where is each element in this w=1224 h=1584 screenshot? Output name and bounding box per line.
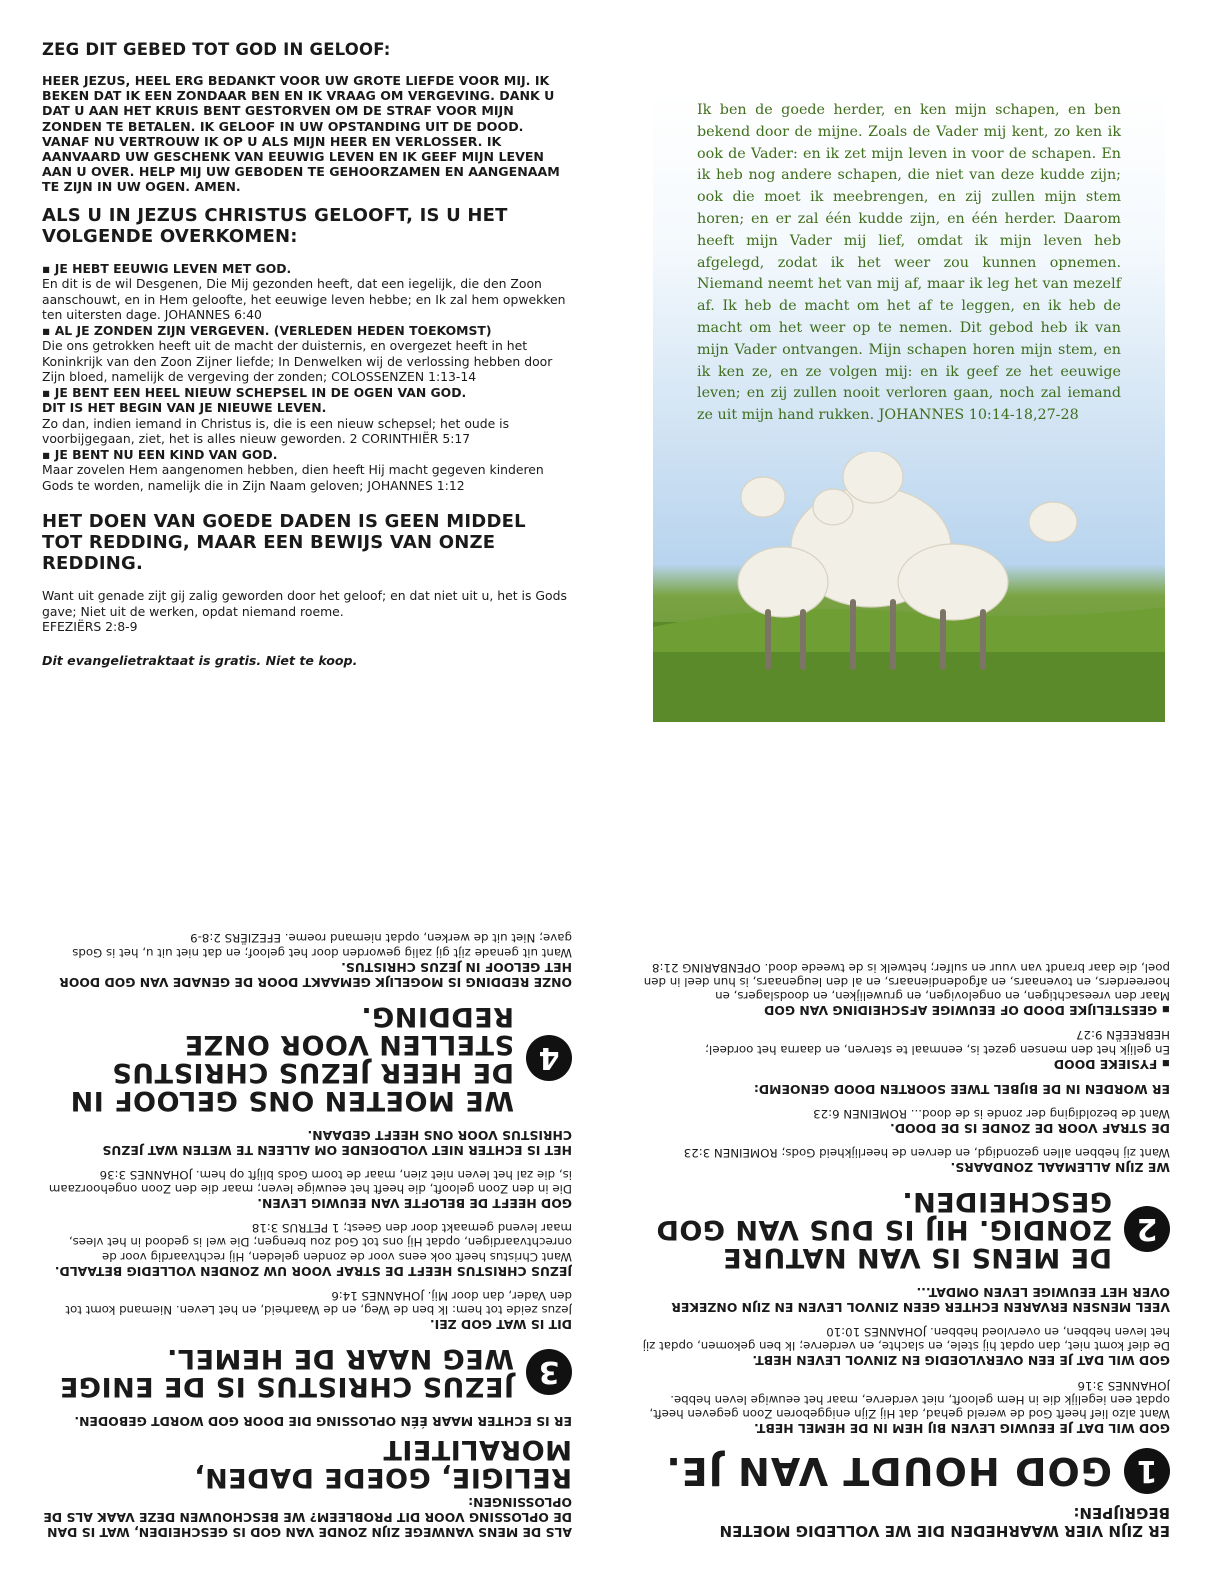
- truth-1b-text: De dief komt niet, dan opdat hij stele, en slachte, en verderve; Ik ben gekomen, opdat zij het leven hebben, en overvloed hebben. JOHANNES 10:10: [642, 1325, 1170, 1354]
- truth-3-title: JEZUS CHRISTUS IS DE ENIGE WEG NAAR DE HEMEL.: [59, 1343, 514, 1402]
- truth-3b-heading: JEZUS CHRISTUS HEEFT DE STRAF VOOR UW ZONDEN VOLLEDIG BETAALD.: [54, 1263, 572, 1279]
- truth-2d-heading: ▪ FYSIEKE DOOD: [1053, 1056, 1170, 1072]
- number-badge-4: 4: [526, 1035, 572, 1081]
- truth-2a-heading: WE ZIJN ALLEMAAL ZONDAARS.: [950, 1159, 1170, 1175]
- solutions-after: ER IS ECHTER MAAR ÉÉN OPLOSSING DIE DOOR GOD WORDT GEBODEN.: [74, 1414, 572, 1429]
- verse-text: Ik ben de goede herder, en ken mijn schapen, en ben bekend door de mijne. Zoals de Vader mij kent, zo ken ik ook de Vader: en ik zet mijn leven in voor de schapen. En ik heb nog andere schapen, die niet van deze kudde zijn; ook die moet ik meebrengen, en zij zullen mijn stem horen; en er zal één kudde zijn, en één herder. Daarom heeft mijn Vader mij lief, omdat ik mijn leven heb afgelegd, zodat ik het weer zou kunnen opnemen. Niemand neemt het van mij af, maar ik leg het van mezelf af. Ik heb de macht om het af te leggen, en ik heb de macht om het weer op te nemen. Dit gebod heb ik van mijn Vader ontvangen. Mijn schapen horen mijn stem, en ik ken ze, en ze volgen mij: en ik geef ze het eeuwige leven; en zij zullen nooit verloren gaan, noch zal iemand ze uit mijn hand rukken. JOHANNES 10:14-18,27-28: [697, 102, 1121, 424]
- deeds-ref: EFEZIËRS 2:8-9: [42, 619, 138, 635]
- benefit-3-text: Zo dan, indien iemand in Christus is, die is een nieuw schepsel; het oude is voorbijgegaan, ziet, het is alles nieuw geworden. 2 CORINTHIËR 5:17: [42, 415, 510, 447]
- benefit-2-title: ▪ AL JE ZONDEN ZIJN VERGEVEN. (VERLEDEN HEDEN TOEKOMST): [42, 322, 492, 338]
- panel-truths-3-4: [42, 820, 572, 1540]
- benefit-1-title: ▪ JE HEBT EEUWIG LEVEN MET GOD.: [42, 260, 292, 276]
- truth-3-header: [42, 1344, 572, 1400]
- truth-3b-text: Want Christus heeft ook eens voor de zonden geleden, Hij rechtvaardig voor de onrechtvaardigen, opdat Hij ons tot God zou brengen; Die wel is gedood in het vlees, maar levend gemaakt door den Geest; 1 PETRUS 3:18: [68, 1221, 572, 1264]
- free-note: Dit evangelietraktaat is gratis. Niet te koop.: [42, 652, 358, 668]
- truth-1b-heading: GOD WIL DAT JE EEN OVERVLOEDIG EN ZINVOL LEVEN HEBT.: [752, 1353, 1170, 1369]
- benefit-3-sub: DIT IS HET BEGIN VAN JE NIEUWE LEVEN.: [42, 400, 327, 416]
- prayer-heading: ZEG DIT GEBED TOT GOD IN GELOOF:: [42, 40, 391, 59]
- benefits-heading: ALS U IN JEZUS CHRISTUS GELOOFT, IS U HET VOLGENDE OVERKOMEN:: [42, 204, 508, 247]
- truth-3c-heading: GOD HEEFT DE BELOFTE VAN EEUWIG LEVEN.: [257, 1195, 572, 1211]
- number-badge-2: 2: [1124, 1206, 1170, 1252]
- benefit-3-title: ▪ JE BENT EEN HEEL NIEUW SCHEPSEL IN DE OGEN VAN GOD.: [42, 384, 467, 400]
- truth-2c-text: ER WORDEN IN DE BIJBEL TWEE SOORTEN DOOD GENOEMD:: [753, 1081, 1170, 1097]
- truth-2e-heading: ▪ GEESTELIJKE DOOD OF EEUWIGE AFSCHEIDING VAN GOD: [764, 1003, 1170, 1019]
- truth-1-header: [640, 1448, 1170, 1494]
- deeds-heading: HET DOEN VAN GOEDE DADEN IS GEEN MIDDEL TOT REDDING, MAAR EEN BEWIJS VAN ONZE REDDING.: [42, 511, 526, 575]
- truth-2-header: [640, 1187, 1170, 1271]
- deeds-text: Want uit genade zijt gij zalig geworden door het geloof; en dat niet uit u, het is Gods gave; Niet uit de werken, opdat niemand roeme.: [42, 588, 567, 619]
- truth-4-header: [42, 1002, 572, 1114]
- truth-2a-text: Want zij hebben allen gezondigd, en derven de heerlijkheid Gods; ROMEINEN 3:23: [683, 1145, 1170, 1160]
- truth-2-title: DE MENS IS VAN NATURE ZONDIG. HIJ IS DUS VAN GOD GESCHEIDEN.: [655, 1185, 1112, 1273]
- truth-2e-text: Maar den vreesachtigen, en ongelovigen, en gruwelijken, en doodslagers, en hoereerders, en tovenaars, en afgodendienaars, en al den leugenaars, is hun deel in den poel, die daar brandt van vuur en sulfer; hetwelk is de tweede dood. OPENBARING 21:8: [643, 960, 1170, 1004]
- benefit-2-text: Die ons getrokken heeft uit de macht der duisternis, en overgezet heeft in het Koninkrijk van den Zoon Zijner liefde; In Denwelken wij de verlossing hebben door Zijn bloed, namelijk de vergeving der zonden; COLOSSENZEN 1:13-14: [42, 338, 553, 385]
- prayer-text: HEER JEZUS, HEEL ERG BEDANKT VOOR UW GROTE LIEFDE VOOR MIJ. IK BEKEN DAT IK EEN ZONDAAR BEN EN IK VRAAG OM VERGEVING. DANK U DAT U AAN HET KRUIS BENT GESTORVEN OM DE STRAF VOOR MIJN ZONDEN TE BETALEN. IK GELOOF IN UW OPSTANDING UIT DE DOOD. VANAF NU VERTROUW IK OP U ALS MIJN HEER EN VERLOSSER. IK AANVAARD UW GESCHENK VAN EEUWIG LEVEN EN IK GEEF MIJN LEVEN AAN U OVER. HELP MIJ UW GEBODEN TE GEHOORZAMEN EN AANGENAAM TE ZIJN IN UW OGEN. AMEN.: [42, 73, 560, 195]
- benefit-4-title: ▪ JE BENT NU EEN KIND VAN GOD.: [42, 446, 278, 462]
- benefit-4-text: Maar zovelen Hem aangenomen hebben, dien heeft Hij macht gegeven kinderen Gods te worden, namelijk die in Zijn Naam geloven; JOHANNES 1:12: [42, 462, 544, 493]
- number-badge-1: 1: [1124, 1448, 1170, 1494]
- truth-3a-heading: DIT IS WAT GOD ZEI.: [429, 1317, 572, 1332]
- solutions-big: RELIGIE, GOEDE DADEN, MORALITEIT: [193, 1434, 572, 1493]
- panel-truths-1-2: [640, 820, 1170, 1540]
- prayer-panel: [42, 40, 572, 740]
- number-badge-3: 3: [526, 1349, 572, 1395]
- truth-3c-text: Die in den Zoon gelooft, die heeft het eeuwige leven; maar die den Zoon ongehoorzaam is, die zal het leven niet zien, maar de toorn Gods blijft op hem. JOHANNES 3:36: [48, 1167, 572, 1196]
- truth-2b-heading: DE STRAF VOOR DE ZONDE IS DE DOOD.: [890, 1120, 1170, 1136]
- solutions-intro: ALS DE MENS VANWEGE ZIJN ZONDE VAN GOD IS GESCHEIDEN, WAT IS DAN DE OPLOSSING VOOR DIT PROBLEEM? WE BESCHOUWEN DEZE VAAK ALS DE OPLOSSINGEN:: [43, 1495, 572, 1540]
- truth-1c-text: VEEL MENSEN ERVAREN ECHTER GEEN ZINVOL LEVEN EN ZIJN ONZEKER OVER HET EEUWIGE LEVEN OMDAT...: [671, 1284, 1170, 1315]
- truths-intro: ER ZIJN VIER WAARHEDEN DIE WE VOLLEDIG MOETEN BEGRIJPEN:: [719, 1504, 1170, 1540]
- sheep-photo-panel: [653, 92, 1165, 722]
- truth-1a-heading: GOD WIL DAT JE EEUWIG LEVEN BIJ HEM IN DE HEMEL HEBT.: [754, 1421, 1170, 1436]
- truth-3a-text: Jezus zeide tot hem: Ik ben de Weg, en de Waarheid, en het Leven. Niemand komt tot den Vader, dan door Mij. JOHANNES 14:6: [65, 1288, 572, 1317]
- truth-1a-text: Want alzo lief heeft God de wereld gehad, dat Hij Zijn eniggeboren Zoon gegeven heeft, opdat een iegelijk die in Hem gelooft, niet verderve, maar het eeuwige leven hebbe. JOHANNES 3:16: [649, 1378, 1170, 1421]
- sheep-illustration: [653, 452, 1165, 722]
- truth-1-title: GOD HOUDT VAN JE.: [665, 1449, 1112, 1493]
- benefit-1-text: En dit is de wil Desgenen, Die Mij gezonden heeft, dat een iegelijk, die den Zoon aanschouwt, en in Hem geloofte, het eeuwige leven hebbe; en Ik zal hem opwekken ten uitersten dage. JOHANNES 6:40: [42, 276, 566, 323]
- truth-2d-text: En gelijk het den mensen gezet is, eenmaal te sterven, en daarna het oordeel; HEBREEËN 9:27: [705, 1028, 1170, 1057]
- truth-4a-text: Want uit genade zijt gij zalig geworden door het geloof; en dat niet uit u, het is Gods gave; Niet uit de werken, opdat niemand roeme. EFEZIËRS 2:8-9: [72, 931, 572, 960]
- truth-3d-text: HET IS ECHTER NIET VOLDOENDE OM ALLEEN TE WETEN WAT JEZUS CHRISTUS VOOR ONS HEEFT GEDAAN.: [102, 1127, 572, 1158]
- truth-4a-heading: ONZE REDDING IS MOGELIJK GEMAAKT DOOR DE GENADE VAN GOD DOOR HET GELOOF IN JEZUS CHRISTUS.: [59, 959, 572, 990]
- truth-4-title: WE MOETEN ONS GELOOF IN DE HEER JEZUS CHRISTUS STELLEN VOOR ONZE REDDING.: [70, 1000, 514, 1116]
- truth-2b-text: Want de bezoldiging der zonde is de dood... ROMEINEN 6:23: [813, 1106, 1170, 1121]
